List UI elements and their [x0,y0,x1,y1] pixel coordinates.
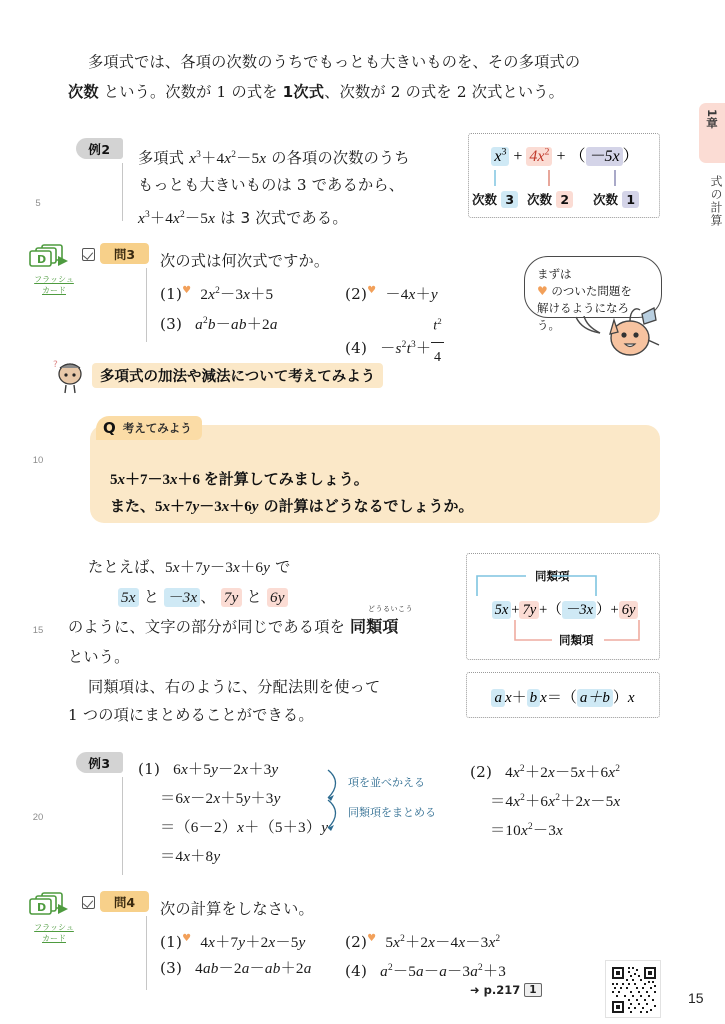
term-7y: 7y [221,588,242,607]
rei2-tick-3 [614,170,616,186]
doruikou-bracket-top [474,572,604,598]
chapter-name: 式の計算 [709,175,723,227]
toi3-prompt: 次の式は何次式ですか。 [160,252,330,270]
rei3-right-line-1: (2) $4x^2+2x-5x+6x^2$ [470,763,621,782]
toi4-item-1-num: (1) [160,933,183,952]
term-jisuu: 次数 [68,83,99,101]
rei3-rule [122,777,123,875]
rei2-degree-2: 2 [556,191,573,208]
toi3-item-1: (1)♥ $2x^2-3x+5$ [160,285,274,304]
svg-text:?: ? [53,360,58,370]
toi4-item-4: (4) $a^2-5a-a-3a^2+3$ [345,962,507,981]
page-reference[interactable] [470,983,542,997]
rei2-label-2: 次数 2 [527,190,573,208]
doruikou-line-2: 5x と －3x 、 7y と 6y [118,582,288,613]
term-doruikou: 同類項 [350,617,399,636]
rei3-right-num: (2) [470,763,493,782]
flash-card-label-1: フラッシュ [34,923,74,932]
qr-code[interactable] [605,960,661,1018]
think-line-2: また、5x＋7y－3x＋6y の計算はどうなるでしょうか。 [110,497,474,515]
bubble-line-3: 解けるようになろう。 [537,301,629,332]
rei3-badge: 例3 [76,752,123,773]
section-mascot-icon [52,358,88,394]
flash-card-label-1: フラッシュ [34,275,74,284]
rei3-left-line-2: ＝6x－2x＋5y＋3y [160,790,281,807]
intro-line-2 [68,77,564,107]
doruikou-expression: 5x + 7y +（ －3x ）+ 6y [474,598,656,619]
flash-card-icon-toi3[interactable] [28,243,80,296]
rei2-tick-1 [494,170,496,186]
toi3-item-1-num: (1) [160,285,183,304]
term-5x: 5x [118,588,139,607]
toi4-badge: 問4 [100,891,149,912]
rei2-line-1: 多項式 $x^3+4x^2-5x$ の各項の次数のうち [138,149,410,168]
chapter-tab-label: 1章 [705,109,719,129]
rei2-term-1: $x^3$ [491,147,509,166]
rei2-op-2: + [556,148,566,165]
rei3-left-line-4: ＝4x＋8y [160,848,221,865]
toi4-item-4-num: (4) [345,962,368,981]
rei3-left-line-1: (1) 6x＋5y－2x＋3y [138,760,279,778]
svg-text:D: D [37,253,47,266]
heart-marker: ♥ [367,933,377,944]
toi3-item-4-num: (4) [345,338,368,357]
chapter-tab [699,103,725,163]
rei2-badge: 例2 [76,138,123,159]
term-ichijishiki: 1次式 [282,83,325,101]
character-mascot-pointing [596,300,666,356]
intro-line-1 [88,47,580,77]
rei2-line-2: もっとも大きいものは 3 であるから、 [138,176,405,194]
heart-marker: ♥ [182,285,192,296]
rei2-term-2: $4x^2$ [526,147,552,166]
rei3-right-line-2: $=4x^2+6x^2+2x-5x$ [490,793,621,811]
rei2-rule [122,163,123,221]
think-box-tab [96,416,202,440]
rei2-op-1: + [513,148,523,165]
toi4-item-3: (3) 4ab－2a－ab＋2a [160,959,312,977]
term-minus3x: －3x [164,588,200,607]
toi4-item-3-num: (3) [160,959,183,977]
page-reference-label: p.217 [483,983,521,997]
distributive-expression: a x＋ b x＝（ a＋b ）x [466,686,660,707]
flash-card-glyph [28,243,76,269]
line-number-10: 10 [32,455,44,466]
checkbox-toi3[interactable] [82,248,95,261]
rei2-degree-3: 1 [622,191,639,208]
toi3-item-4: $(4) -s^2t^3+$ $\frac{t^2}{4}$ [345,306,444,373]
flash-card-glyph [28,891,76,917]
rei2-label-1: 次数 3 [472,190,518,208]
rei2-figure-expression: $x^3 + 4x^2$ + （ －5x ） [478,143,652,166]
toi3-item-2: (2)♥ －4x＋y [345,285,438,304]
toi4-item-2-num: (2) [345,933,368,952]
section-heading: 多項式の加法や減法について考えてみよう [92,363,383,388]
think-label: 考えてみよう [122,421,192,435]
toi3-rule [146,268,147,342]
page-number: 15 [688,990,704,1006]
toi3-badge: 問3 [100,243,149,264]
bubble-line-2: ♥ のついた問題を [537,284,632,298]
term-6y: 6y [267,588,288,607]
doruikou-label-top: 同類項 [532,568,573,584]
line-number-15: 15 [32,625,44,636]
rei3-arrow-1 [324,768,346,802]
think-line-1: 5x＋7－3x＋6 を計算してみましょう。 [110,470,369,488]
heart-marker: ♥ [182,933,192,944]
arrow-icon: ➜ [470,983,480,997]
toi3-item-3: (3) $a^2b-ab+2a$ [160,315,278,334]
toi3-item-3-num: (3) [160,315,183,334]
page-reference-box: 1 [524,983,541,997]
doruikou-line-4: という。 [68,648,130,666]
intro-text-1: 多項式では、各項の次数のうちでもっとも大きいものを、その多項式の [88,53,581,71]
qr-code-glyph [610,965,658,1015]
toi3-item-2-num: (2) [345,285,368,304]
rei3-left-line-3: ＝（6－2）x＋（5＋3）y [160,819,329,836]
intro-text-2: という。次数が 1 の式を [103,83,278,101]
rei3-right-line-3: $=10x^2-3x$ [490,822,563,840]
svg-text:D: D [37,901,47,914]
toi4-prompt: 次の計算をしなさい。 [160,900,314,918]
doruikou-line-6: 1 つの項にまとめることができる。 [68,706,314,724]
checkbox-toi4[interactable] [82,896,95,909]
ruby-doruikou: どうるいこう [368,605,413,613]
q-mark: Q [103,419,116,437]
doruikou-line-5: 同類項は、右のように、分配法則を使って [88,678,381,696]
line-number-5: 5 [35,198,41,209]
doruikou-line-1: たとえば、5x＋7y－3x＋6y で [88,558,291,576]
rei2-degree-1: 3 [501,191,518,208]
flash-card-icon-toi4[interactable] [28,891,80,944]
rei2-label-3: 次数 1 [593,190,639,208]
rei2-term-3: －5x [586,147,623,166]
toi4-item-2: (2)♥ $5x^2+2x-4x-3x^2$ [345,933,501,952]
flash-card-label-2: カード [42,286,66,295]
toi4-item-1: (1)♥ 4x＋7y＋2x－5y [160,933,306,952]
intro-text-3: 、次数が 2 の式を 2 次式という。 [324,83,565,101]
rei3-left-num: (1) [138,760,161,778]
doruikou-line-3: のように、文字の部分が同じである項を 同類項 [68,617,399,636]
flash-card-label-2: カード [42,934,66,943]
heart-icon: ♥ [537,284,548,298]
rei3-annotation-1: 項を並べかえる [348,776,425,789]
rei2-line-3: $x^3+4x^2-5x$ は 3 次式である。 [138,209,348,228]
toi4-rule [146,916,147,990]
rei3-arrow-2 [324,798,346,832]
rei2-tick-2 [548,170,550,186]
line-number-20: 20 [32,812,44,823]
heart-marker: ♥ [367,285,377,296]
bubble-line-1: まずは [537,267,572,281]
doruikou-label-bottom: 同類項 [556,632,597,648]
rei3-annotation-2: 同類項をまとめる [348,806,436,819]
